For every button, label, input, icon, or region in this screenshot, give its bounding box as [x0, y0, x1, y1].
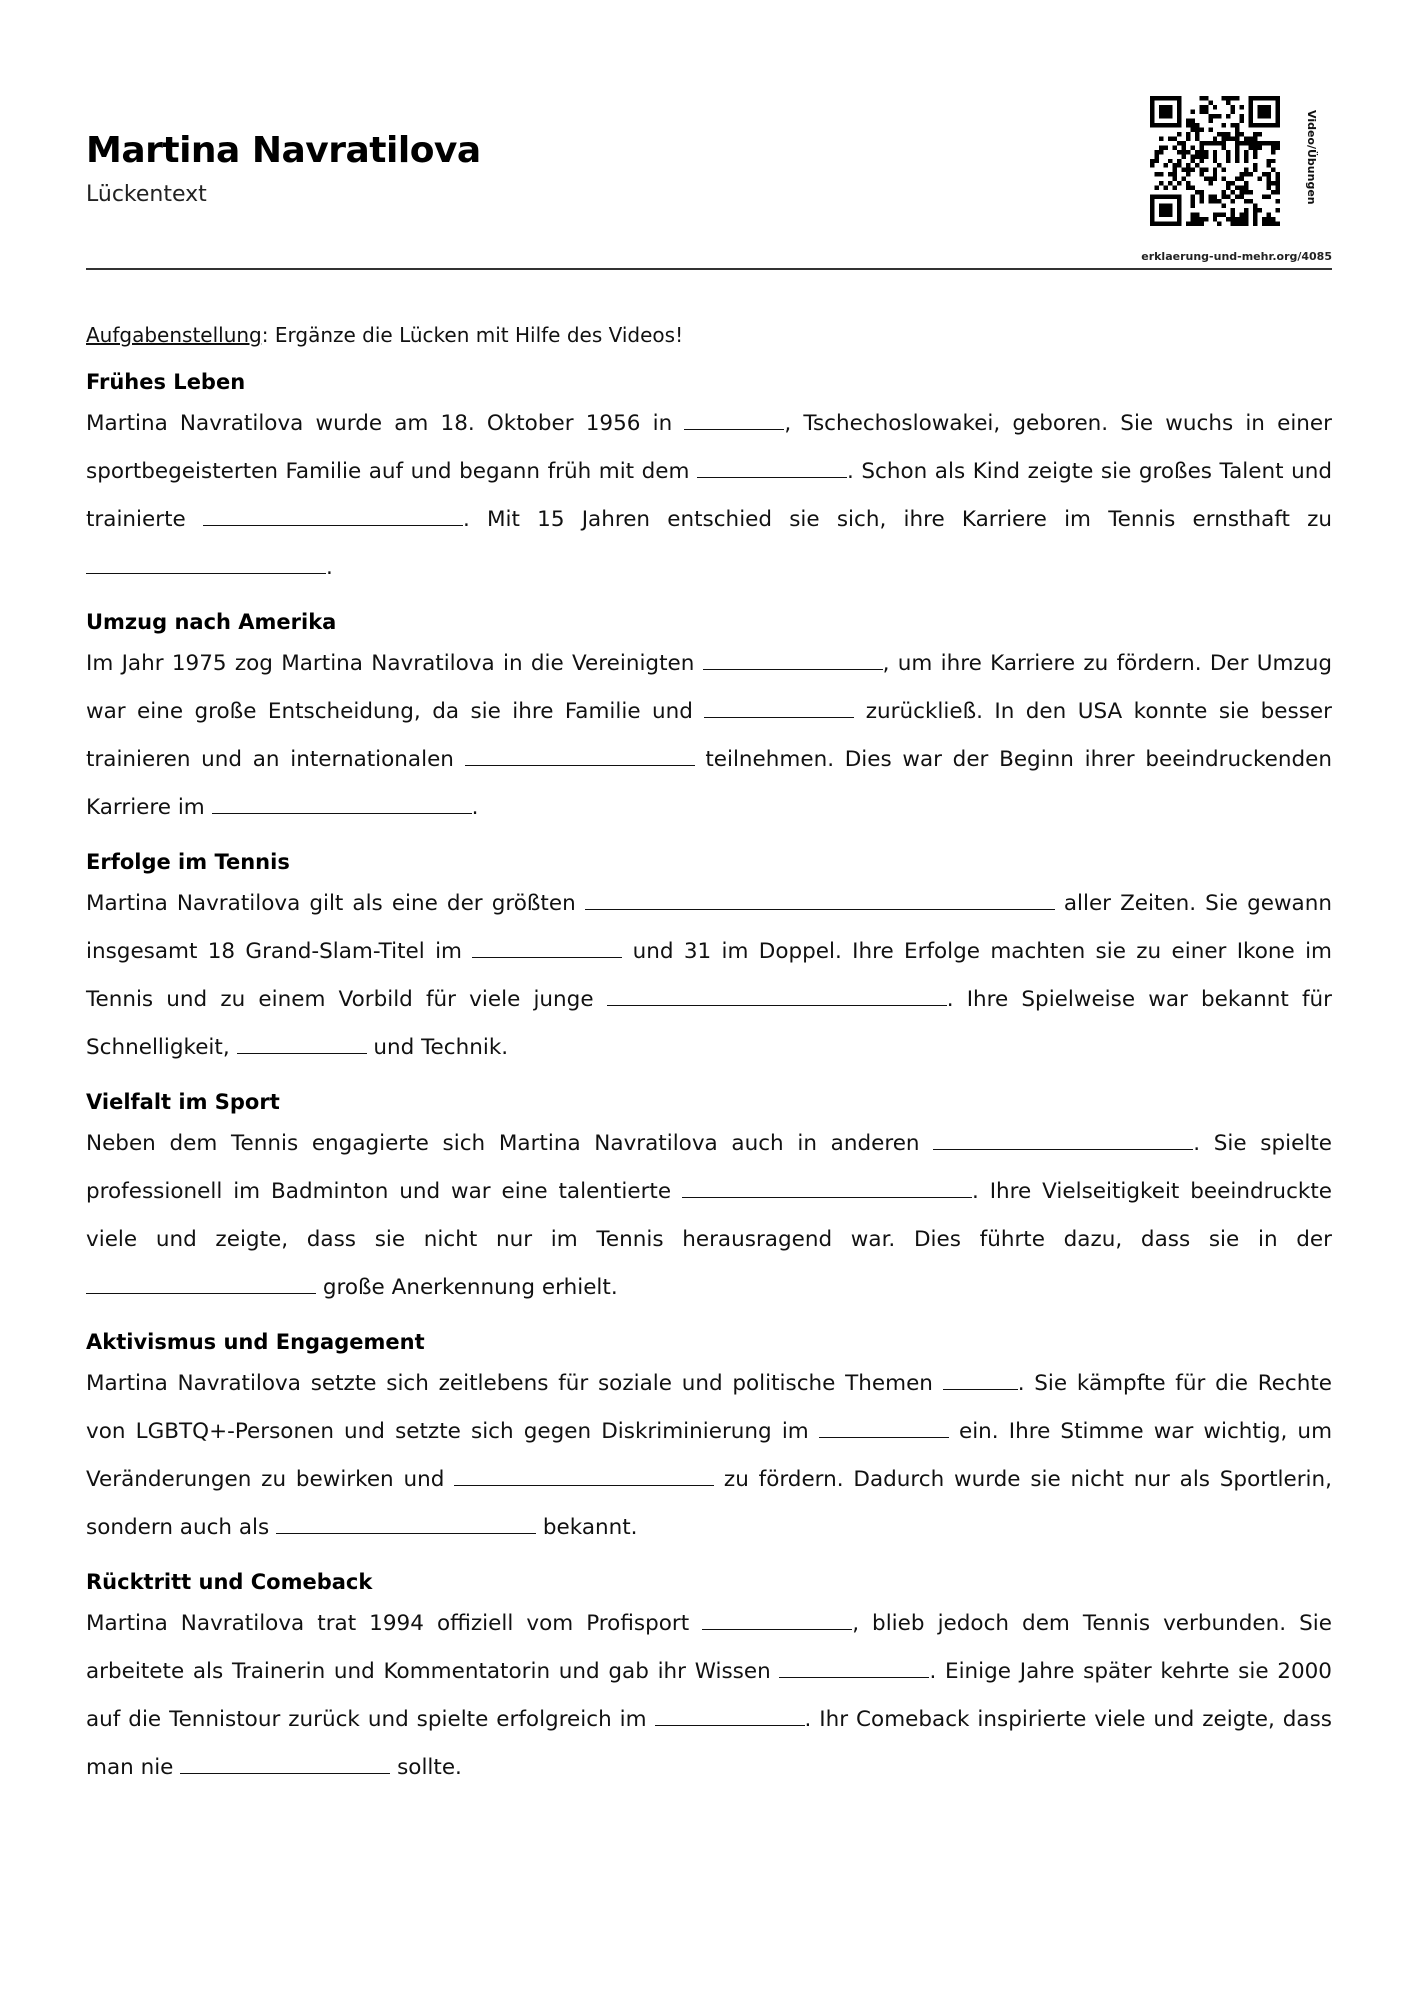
paragraph-text: , Tschechoslowakei, geboren. Sie wuchs in einer sportbegeisterten Familie auf und begann früh mit dem: [86, 411, 1332, 484]
paragraph-text: . Ihre Spielweise war bekannt für Schnelligkeit,: [86, 987, 1332, 1060]
fill-in-blank[interactable]: [212, 795, 472, 814]
paragraph-text: teilnehmen. Dies war der Beginn ihrer beeindruckenden Karriere im: [86, 747, 1333, 820]
section-paragraph: [86, 1600, 1332, 1792]
paragraph-text: Martina Navratilova gilt als eine der größten: [86, 891, 585, 916]
page-subtitle: Lückentext: [86, 182, 207, 207]
paragraph-text: , blieb jedoch dem Tennis verbunden. Sie arbeitete als Trainerin und Kommentatorin und gab ihr Wissen: [86, 1611, 1333, 1684]
paragraph-text: . Ihr Comeback inspirierte viele und zeigte, dass man nie: [86, 1707, 1333, 1780]
fill-in-blank[interactable]: [703, 651, 883, 670]
paragraph-text: Martina Navratilova trat 1994 offiziell vom Profisport: [86, 1611, 703, 1636]
fill-in-blank[interactable]: [655, 1707, 805, 1726]
paragraph-text: zurückließ. In den USA konnte sie besser trainieren und an internationalen: [86, 699, 1332, 772]
paragraph-text: . Mit 15 Jahren entschied sie sich, ihre Karriere im Tennis ernsthaft zu: [462, 507, 1333, 532]
section-title: Umzug nach Amerika: [86, 610, 337, 634]
paragraph-text: . Ihre Vielseitigkeit beeindruckte viele und zeigte, dass sie nicht nur im Tennis herausragend war. Dies führte dazu, dass sie in der: [86, 1179, 1332, 1252]
paragraph-text: .: [471, 795, 479, 820]
section: [86, 1084, 1332, 1312]
section-paragraph: [86, 880, 1332, 1072]
section: [86, 604, 1332, 832]
paragraph-text: . Sie spielte professionell im Badminton und war eine talentierte: [86, 1131, 1332, 1204]
fill-in-blank[interactable]: [933, 1131, 1193, 1150]
source-url[interactable]: erklaerung-und-mehr.org/4085: [1141, 250, 1332, 263]
section-title: Frühes Leben: [86, 370, 246, 394]
paragraph-text: Neben dem Tennis engagierte sich Martina Navratilova auch in anderen: [86, 1131, 934, 1156]
section-paragraph: [86, 1120, 1332, 1312]
section-title: Erfolge im Tennis: [86, 850, 290, 874]
fill-in-blank[interactable]: [779, 1659, 929, 1678]
paragraph-text: zu fördern. Dadurch wurde sie nicht nur als Sportlerin, sondern auch als: [86, 1467, 1332, 1540]
section: [86, 844, 1332, 1072]
fill-in-blank[interactable]: [697, 459, 847, 478]
paragraph-text: .: [326, 555, 333, 580]
qr-code-icon[interactable]: [1150, 96, 1280, 226]
paragraph-text: . Sie kämpfte für die Rechte von LGBTQ+-Personen und setzte sich gegen Diskriminierung im: [86, 1371, 1332, 1444]
fill-in-blank[interactable]: [454, 1467, 714, 1486]
paragraph-text: Martina Navratilova setzte sich zeitlebens für soziale und politische Themen: [86, 1371, 943, 1396]
section-title: Rücktritt und Comeback: [86, 1570, 373, 1594]
fill-in-blank[interactable]: [203, 507, 463, 526]
paragraph-text: bekannt.: [536, 1515, 638, 1540]
fill-in-blank[interactable]: [180, 1755, 390, 1774]
section: [86, 364, 1332, 592]
paragraph-text: sollte.: [390, 1755, 462, 1780]
section-paragraph: [86, 1360, 1332, 1552]
qr-side-label: [1300, 110, 1320, 220]
qr-side-label-text: Video/Übungen: [1305, 110, 1318, 205]
paragraph-text: aller Zeiten. Sie gewann insgesamt 18 Grand-Slam-Titel im: [86, 891, 1332, 964]
main-content: [86, 320, 1332, 1804]
fill-in-blank[interactable]: [607, 987, 947, 1006]
section-paragraph: [86, 400, 1332, 592]
section-title: Aktivismus und Engagement: [86, 1330, 425, 1354]
fill-in-blank[interactable]: [702, 1611, 852, 1630]
fill-in-blank[interactable]: [682, 1179, 972, 1198]
task-label: Aufgabenstellung: [86, 323, 262, 347]
fill-in-blank[interactable]: [237, 1035, 367, 1054]
sections-container: [86, 364, 1332, 1792]
paragraph-text: große Anerkennung erhielt.: [316, 1275, 618, 1300]
section-paragraph: [86, 640, 1332, 832]
task-instruction: [86, 320, 1332, 350]
paragraph-text: und Technik.: [366, 1035, 509, 1060]
paragraph-text: . Schon als Kind zeigte sie großes Talent und trainierte: [86, 459, 1332, 532]
fill-in-blank[interactable]: [86, 555, 326, 574]
section: [86, 1324, 1332, 1552]
header: [86, 90, 1332, 270]
fill-in-blank[interactable]: [819, 1419, 949, 1438]
fill-in-blank[interactable]: [943, 1371, 1018, 1390]
paragraph-text: Martina Navratilova wurde am 18. Oktober 1956 in: [86, 411, 685, 436]
fill-in-blank[interactable]: [684, 411, 784, 430]
section-title: Vielfalt im Sport: [86, 1090, 280, 1114]
header-divider: [86, 268, 1332, 270]
page-title: Martina Navratilova: [86, 130, 481, 171]
paragraph-text: , um ihre Karriere zu fördern. Der Umzug war eine große Entscheidung, da sie ihre Familie und: [86, 651, 1333, 724]
paragraph-text: . Einige Jahre später kehrte sie 2000 auf die Tennistour zurück und spielte erfolgreich im: [86, 1659, 1332, 1732]
fill-in-blank[interactable]: [704, 699, 854, 718]
paragraph-text: Im Jahr 1975 zog Martina Navratilova in die Vereinigten: [86, 651, 703, 676]
fill-in-blank[interactable]: [86, 1275, 316, 1294]
fill-in-blank[interactable]: [465, 747, 695, 766]
paragraph-text: und 31 im Doppel. Ihre Erfolge machten sie zu einer Ikone im Tennis und zu einem Vorbild für viele junge: [86, 939, 1332, 1012]
paragraph-text: ein. Ihre Stimme war wichtig, um Veränderungen zu bewirken und: [86, 1419, 1333, 1492]
fill-in-blank[interactable]: [585, 891, 1055, 910]
fill-in-blank[interactable]: [276, 1515, 536, 1534]
task-text: : Ergänze die Lücken mit Hilfe des Videos!: [261, 323, 684, 347]
section: [86, 1564, 1332, 1792]
fill-in-blank[interactable]: [472, 939, 622, 958]
